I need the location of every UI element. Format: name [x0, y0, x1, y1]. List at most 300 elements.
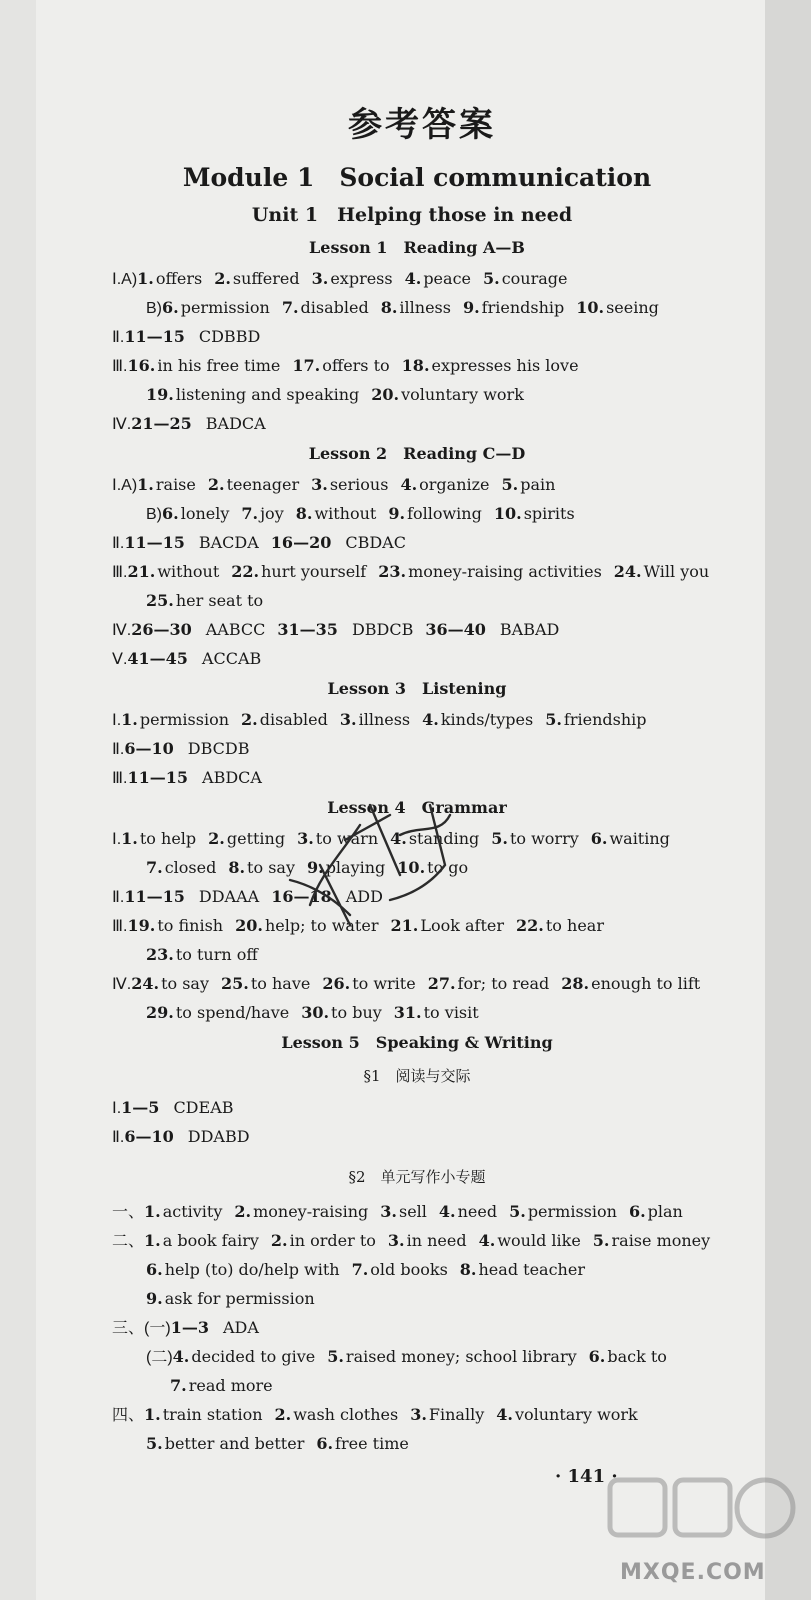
- question-number: 5.: [509, 1202, 526, 1221]
- question-number: 30.: [301, 1003, 330, 1022]
- answer-item: [271, 1231, 376, 1250]
- answer-item: [327, 1347, 576, 1366]
- question-number: 5.: [146, 1434, 163, 1453]
- answer-text: ADA: [222, 1318, 259, 1337]
- question-number: 22.: [231, 562, 260, 581]
- answer-item: [576, 298, 659, 317]
- answer-item: [146, 385, 359, 404]
- question-number: 1.: [144, 1202, 161, 1221]
- answer-text: to have: [250, 974, 311, 993]
- lesson-5-title: Lesson 5 Speaking & Writing: [281, 1033, 553, 1052]
- answer-item: [380, 1202, 427, 1221]
- question-number: 25.: [146, 591, 174, 610]
- answer-text: train station: [162, 1405, 263, 1424]
- answer-text: permission: [180, 298, 270, 317]
- answer-item: [127, 356, 280, 375]
- answer-item: [311, 475, 388, 494]
- answer-item: [301, 1003, 382, 1022]
- answer-text: illness: [358, 710, 411, 729]
- answer-item: [282, 298, 369, 317]
- answer-text: to go: [427, 858, 469, 877]
- answer-text: in order to: [289, 1231, 376, 1250]
- question-number: 4.: [390, 829, 407, 848]
- answer-text: friendship: [563, 710, 647, 729]
- answer-item: [483, 269, 568, 288]
- answer-line: Ⅱ.6—10 DBCDB: [112, 739, 250, 758]
- answer-text: peace: [423, 269, 471, 288]
- answer-text: CBDAC: [345, 533, 406, 552]
- answer-item: [352, 1260, 448, 1279]
- answer-item: [322, 974, 415, 993]
- answer-line: Ⅱ.11—15 DDAAA 16—18 ADD: [112, 887, 383, 906]
- question-number: 16—18: [271, 887, 332, 906]
- question-number: 8.: [459, 1260, 477, 1279]
- answer-line: 一、1. activity 2. money-raising 3. sell 4. need 5. permission 6. plan: [112, 1202, 683, 1221]
- answer-item: [494, 504, 575, 523]
- question-number: 27.: [427, 974, 456, 993]
- question-number: 2.: [208, 829, 225, 848]
- answer-item: [144, 1202, 222, 1221]
- answer-item: [460, 1260, 585, 1279]
- answer-text: listening and speaking: [175, 385, 360, 404]
- answer-text: BADCA: [205, 414, 266, 433]
- question-number: 1.: [144, 1231, 161, 1250]
- page-right-edge: [765, 0, 811, 1600]
- question-number: 6.: [588, 1347, 606, 1366]
- question-number: 2.: [214, 269, 231, 288]
- answer-item: [127, 649, 261, 668]
- answer-item: [124, 887, 259, 906]
- answer-item: [131, 974, 209, 993]
- question-number: 21—25: [131, 414, 192, 433]
- question-number: 21.: [127, 562, 156, 581]
- answer-text: to help: [139, 829, 197, 848]
- answer-text: without: [314, 504, 377, 523]
- answer-line: [112, 1255, 752, 1284]
- question-number: 7.: [241, 504, 259, 523]
- answer-item: [231, 562, 366, 581]
- watermark-text: MXQE.COM: [620, 1560, 766, 1585]
- question-number: 9.: [306, 858, 324, 877]
- answer-line: Ⅰ.A)1. raise 2. teenager 3. serious 4. organize 5. pain: [112, 475, 556, 494]
- answer-text: getting: [226, 829, 286, 848]
- answer-item: [312, 269, 393, 288]
- answer-item: [614, 562, 709, 581]
- question-number: 1—3: [170, 1318, 209, 1337]
- answer-line: 二、1. a book fairy 2. in order to 3. in need 4. would like 5. raise money: [112, 1231, 711, 1250]
- answer-line: Ⅱ.11—15 BACDA 16—20 CBDAC: [112, 533, 406, 552]
- question-number: 7.: [351, 1260, 369, 1279]
- answer-item: [131, 620, 265, 639]
- answer-text: to warn: [315, 829, 379, 848]
- answer-item: [137, 475, 196, 494]
- question-number: 6—10: [124, 739, 174, 758]
- answer-text: illness: [399, 298, 451, 317]
- question-number: 5.: [501, 475, 519, 494]
- lesson-1-title: Lesson 1 Reading A—B: [309, 238, 525, 257]
- answer-item: [593, 1231, 710, 1250]
- answer-item: [388, 1231, 467, 1250]
- answer-text: express: [330, 269, 393, 288]
- page-title: 参考答案: [348, 105, 496, 145]
- answer-text: help (to) do/help with: [164, 1260, 340, 1279]
- answer-item: [277, 620, 413, 639]
- answer-item: [410, 1405, 484, 1424]
- question-number: 1.: [137, 269, 154, 288]
- question-number: 5.: [592, 1231, 610, 1250]
- question-number: 16.: [127, 356, 156, 375]
- answer-text: permission: [139, 710, 229, 729]
- question-number: 8.: [380, 298, 398, 317]
- answer-line: (二)4. decided to give 5. raised money; school library 6. back to: [146, 1347, 667, 1366]
- answer-text: serious: [329, 475, 389, 494]
- question-number: 22.: [516, 916, 544, 935]
- question-number: 3.: [297, 829, 314, 848]
- answer-item: [241, 504, 283, 523]
- question-number: 1.: [144, 1405, 161, 1424]
- answer-item: [162, 504, 229, 523]
- answer-item: [561, 974, 700, 993]
- question-number: 1.: [137, 475, 154, 494]
- answer-text: ABDCA: [202, 768, 262, 787]
- question-number: 8.: [228, 858, 246, 877]
- question-number: 6.: [628, 1202, 646, 1221]
- answer-text: CDEAB: [173, 1098, 234, 1117]
- answer-item: [162, 298, 270, 317]
- answer-text: offers to: [322, 356, 390, 375]
- answer-text: playing: [325, 858, 386, 877]
- answer-text: to turn off: [175, 945, 258, 964]
- question-number: 2.: [274, 1405, 292, 1424]
- answer-text: to say: [247, 858, 295, 877]
- answer-item: [394, 1003, 479, 1022]
- question-number: 6.: [316, 1434, 334, 1453]
- answer-text: for; to read: [457, 974, 550, 993]
- answer-item: [144, 1231, 259, 1250]
- answer-line: [112, 1284, 752, 1313]
- question-number: 31—35: [277, 620, 338, 639]
- question-number: 6.: [162, 298, 179, 317]
- answer-item: [146, 1289, 315, 1308]
- answer-item: [589, 1347, 667, 1366]
- answer-line: 三、(一)1—3 ADA: [112, 1318, 259, 1337]
- answer-line: [112, 1371, 752, 1400]
- answer-line: [112, 1429, 752, 1458]
- answer-text: voluntary work: [514, 1405, 638, 1424]
- answer-item: [146, 858, 216, 877]
- lesson-3-title: Lesson 3 Listening: [327, 679, 507, 698]
- question-number: 4.: [400, 475, 418, 494]
- question-number: 7.: [281, 298, 299, 317]
- answer-line: Ⅱ.6—10 DDABD: [112, 1127, 250, 1146]
- answer-text: decided to give: [191, 1347, 316, 1366]
- question-number: 26.: [322, 974, 351, 993]
- question-number: 7.: [170, 1376, 187, 1395]
- answer-content: [112, 92, 752, 1458]
- answer-line: [112, 998, 752, 1027]
- question-number: 20.: [371, 385, 400, 404]
- answer-text: kinds/types: [440, 710, 534, 729]
- answer-item: [144, 1405, 263, 1424]
- question-number: 5.: [327, 1347, 344, 1366]
- question-number: 16—20: [270, 533, 332, 552]
- answer-item: [371, 385, 524, 404]
- answer-text: sell: [399, 1202, 427, 1221]
- answer-line: [112, 940, 752, 969]
- answer-item: [292, 356, 389, 375]
- lesson-4-title: Lesson 4 Grammar: [327, 798, 507, 817]
- answer-item: [316, 1434, 408, 1453]
- question-number: 8.: [295, 504, 313, 523]
- question-number: 6.: [146, 1260, 163, 1279]
- question-number: 11—15: [124, 533, 185, 552]
- answer-text: activity: [162, 1202, 223, 1221]
- question-number: 7.: [146, 858, 163, 877]
- question-number: 4.: [478, 1231, 496, 1250]
- question-number: 24.: [131, 974, 160, 993]
- answer-item: [402, 356, 579, 375]
- answer-line: Ⅲ.16. in his free time 17. offers to 18. expresses his love: [112, 356, 579, 375]
- question-number: 19.: [146, 385, 174, 404]
- question-number: 23.: [146, 945, 174, 964]
- question-number: 5.: [491, 829, 508, 848]
- section-1-title: §1 阅读与交际: [363, 1067, 471, 1085]
- answer-item: [463, 298, 564, 317]
- answer-line: Ⅰ.1. permission 2. disabled 3. illness 4. kinds/types 5. friendship: [112, 710, 647, 729]
- answer-item: [241, 710, 328, 729]
- section-2-title: §2 单元写作小专题: [348, 1168, 486, 1186]
- answer-item: [127, 562, 219, 581]
- answer-item: [545, 710, 646, 729]
- answer-text: to visit: [423, 1003, 479, 1022]
- answer-line: Ⅴ.41—45 ACCAB: [112, 649, 262, 668]
- answer-text: disabled: [259, 710, 328, 729]
- answer-text: CDBBD: [198, 327, 261, 346]
- answer-item: [146, 1434, 304, 1453]
- answer-text: BACDA: [198, 533, 259, 552]
- answer-item: [378, 562, 602, 581]
- answer-text: raise: [155, 475, 196, 494]
- answer-text: back to: [607, 1347, 667, 1366]
- answer-item: [127, 768, 261, 787]
- question-number: 3.: [410, 1405, 427, 1424]
- answer-text: waiting: [609, 829, 670, 848]
- answer-line: B)6. lonely 7. joy 8. without 9. following 10. spirits: [146, 504, 575, 523]
- answer-text: permission: [527, 1202, 617, 1221]
- question-number: 3.: [380, 1202, 397, 1221]
- answer-text: help; to water: [264, 916, 379, 935]
- answer-text: money-raising activities: [408, 562, 602, 581]
- answer-item: [124, 1127, 249, 1146]
- answer-line: 四、1. train station 2. wash clothes 3. Finally 4. voluntary work: [112, 1405, 638, 1424]
- answer-text: to worry: [509, 829, 579, 848]
- answer-text: to hear: [545, 916, 604, 935]
- question-number: 10.: [576, 298, 605, 317]
- answer-text: need: [457, 1202, 498, 1221]
- answer-item: [173, 1347, 316, 1366]
- question-number: 17.: [292, 356, 321, 375]
- answer-text: free time: [335, 1434, 409, 1453]
- question-number: 11—15: [127, 768, 189, 787]
- question-number: 2.: [241, 710, 258, 729]
- question-number: 1.: [121, 829, 138, 848]
- answer-item: [121, 1098, 233, 1117]
- answer-text: courage: [501, 269, 568, 288]
- answer-text: in need: [406, 1231, 467, 1250]
- answer-line: Ⅳ.24. to say 25. to have 26. to write 27. for; to read 28. enough to lift: [112, 974, 701, 993]
- answer-item: [381, 298, 451, 317]
- answer-item: [124, 533, 258, 552]
- answer-text: lonely: [180, 504, 230, 523]
- answer-text: head teacher: [478, 1260, 585, 1279]
- answer-item: [629, 1202, 683, 1221]
- question-number: 6.: [162, 504, 179, 523]
- answer-item: [296, 504, 377, 523]
- answer-item: [425, 620, 559, 639]
- question-number: 21.: [390, 916, 419, 935]
- question-number: 28.: [561, 974, 590, 993]
- question-number: 20.: [235, 916, 263, 935]
- answer-item: [146, 591, 263, 610]
- answer-text: joy: [260, 504, 284, 523]
- answer-item: [127, 916, 223, 935]
- answer-text: following: [407, 504, 482, 523]
- answer-text: would like: [497, 1231, 581, 1250]
- answer-text: Finally: [428, 1405, 485, 1424]
- answer-item: [422, 710, 533, 729]
- answer-text: plan: [647, 1202, 683, 1221]
- answer-text: to spend/have: [175, 1003, 290, 1022]
- answer-item: [275, 1405, 399, 1424]
- question-number: 36—40: [425, 620, 486, 639]
- answer-item: [400, 475, 489, 494]
- answer-text: AABCC: [205, 620, 266, 639]
- question-number: 31.: [393, 1003, 422, 1022]
- question-number: 9.: [146, 1289, 163, 1308]
- answer-text: ACCAB: [201, 649, 262, 668]
- answer-text: ask for permission: [164, 1289, 315, 1308]
- answer-item: [131, 414, 265, 433]
- question-number: 25.: [221, 974, 249, 993]
- question-number: 2.: [207, 475, 225, 494]
- answer-text: Look after: [420, 916, 505, 935]
- question-number: 4.: [172, 1347, 190, 1366]
- question-number: 1.: [121, 710, 138, 729]
- answer-item: [479, 1231, 581, 1250]
- answer-item: [170, 1376, 273, 1395]
- answer-text: pain: [520, 475, 556, 494]
- answer-text: teenager: [226, 475, 300, 494]
- answer-item: [502, 475, 556, 494]
- answer-text: enough to lift: [591, 974, 701, 993]
- question-number: 10.: [493, 504, 522, 523]
- handwritten-scribble: [250, 785, 490, 935]
- answer-text: seeing: [606, 298, 659, 317]
- answer-text: without: [157, 562, 220, 581]
- answer-line: Ⅳ.21—25 BADCA: [112, 414, 266, 433]
- answer-text: to write: [352, 974, 416, 993]
- answer-line: Ⅰ.A)1. offers 2. suffered 3. express 4. peace 5. courage: [112, 269, 568, 288]
- answer-text: DBDCB: [351, 620, 414, 639]
- answer-text: wash clothes: [293, 1405, 399, 1424]
- answer-line: [112, 586, 752, 615]
- answer-text: DBCDB: [187, 739, 250, 758]
- answer-text: in his free time: [157, 356, 281, 375]
- answer-item: [221, 974, 310, 993]
- question-number: 18.: [401, 356, 430, 375]
- answer-text: hurt yourself: [261, 562, 367, 581]
- question-number: 4.: [404, 269, 422, 288]
- answer-item: [509, 1202, 617, 1221]
- page-number: · 141 ·: [555, 1466, 618, 1487]
- question-number: 11—15: [124, 887, 185, 906]
- question-number: 1—5: [121, 1098, 160, 1117]
- answer-item: [271, 533, 406, 552]
- question-number: 11—15: [124, 327, 185, 346]
- answer-text: voluntary work: [401, 385, 524, 404]
- answer-text: standing: [408, 829, 480, 848]
- answer-text: friendship: [481, 298, 565, 317]
- answer-text: to say: [161, 974, 209, 993]
- question-number: 4.: [496, 1405, 513, 1424]
- page-left-edge: [0, 0, 36, 1600]
- answer-item: [124, 327, 260, 346]
- answer-line: Ⅲ.19. to finish 20. help; to water 21. Look after 22. to hear: [112, 916, 604, 935]
- answer-item: [591, 829, 670, 848]
- lesson-2-title: Lesson 2 Reading C—D: [308, 444, 526, 463]
- answer-line: Ⅰ.1. to help 2. getting 3. to warn 4. standing 5. to worry 6. waiting: [112, 829, 670, 848]
- answer-item: [171, 1318, 259, 1337]
- answer-item: [405, 269, 471, 288]
- answer-item: [146, 945, 258, 964]
- question-number: 6—10: [124, 1127, 174, 1146]
- answer-text: offers: [155, 269, 203, 288]
- answer-text: disabled: [300, 298, 369, 317]
- answer-text: ADD: [345, 887, 383, 906]
- answer-text: organize: [419, 475, 490, 494]
- answer-text: better and better: [164, 1434, 305, 1453]
- answer-text: to finish: [157, 916, 224, 935]
- answer-item: [124, 739, 249, 758]
- answer-text: spirits: [523, 504, 575, 523]
- answer-text: read more: [188, 1376, 273, 1395]
- answer-item: [234, 1202, 368, 1221]
- answer-text: closed: [164, 858, 217, 877]
- answer-text: a book fairy: [162, 1231, 259, 1250]
- question-number: 4.: [422, 710, 439, 729]
- answer-item: [340, 710, 410, 729]
- answer-line: Ⅰ.1—5 CDEAB: [112, 1098, 234, 1117]
- question-number: 2.: [270, 1231, 288, 1250]
- answer-text: Will you: [643, 562, 710, 581]
- question-number: 5.: [483, 269, 500, 288]
- question-number: 19.: [127, 916, 156, 935]
- answer-line: Ⅲ.21. without 22. hurt yourself 23. money-raising activities 24. Will you: [112, 562, 710, 581]
- answer-text: DDAAA: [198, 887, 260, 906]
- answer-text: DDABD: [187, 1127, 250, 1146]
- question-number: 29.: [146, 1003, 174, 1022]
- answer-line: Ⅳ.26—30 AABCC 31—35 DBDCB 36—40 BABAD: [112, 620, 560, 639]
- question-number: 3.: [311, 475, 328, 494]
- question-number: 26—30: [131, 620, 192, 639]
- answer-text: old books: [370, 1260, 448, 1279]
- question-number: 5.: [545, 710, 562, 729]
- question-number: 6.: [590, 829, 608, 848]
- question-number: 41—45: [127, 649, 188, 668]
- question-number: 3.: [387, 1231, 405, 1250]
- answer-item: [121, 710, 229, 729]
- answer-text: BABAD: [499, 620, 560, 639]
